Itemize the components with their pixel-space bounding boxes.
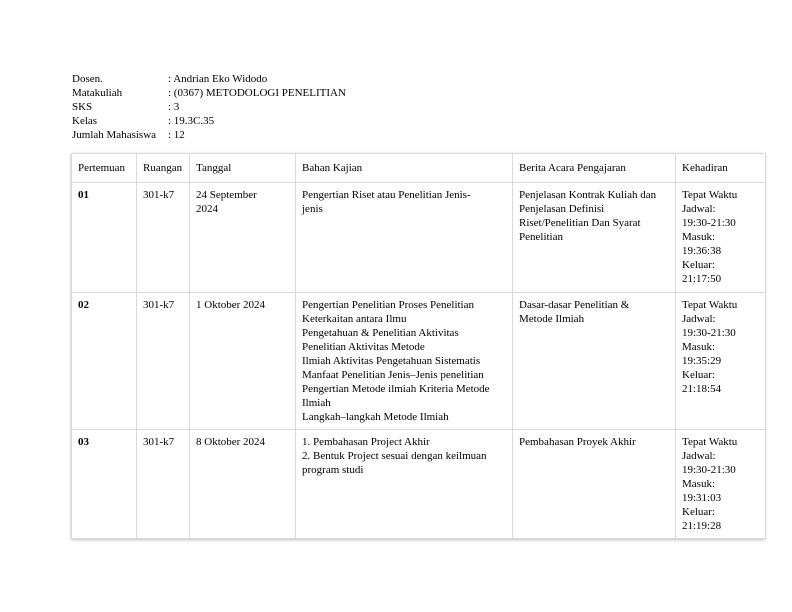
cell-berita-acara-line: Penjelasan Kontrak Kuliah dan [519,189,657,201]
cell-bahan-kajian-line: Ilmiah Aktivitas Pengetahuan Sistematis [302,355,481,367]
column-header-pertemuan: Pertemuan [72,154,137,183]
info-row-kelas [72,114,346,128]
cell-tanggal [190,183,296,293]
cell-kehadiran-line: 19:30-21:30 [682,327,736,339]
cell-kehadiran [676,183,766,293]
cell-bahan-kajian-line: Pengertian Riset atau Penelitian Jenis- [302,189,471,201]
attendance-table [71,153,766,539]
info-value: : 12 [168,129,185,141]
cell-kehadiran-line: 21:19:28 [682,520,722,532]
course-info [72,72,346,142]
cell-tanggal [190,430,296,539]
cell-kehadiran-line: Tepat Waktu [682,299,738,311]
cell-berita-acara [513,183,676,293]
cell-kehadiran [676,430,766,539]
info-label: Jumlah Mahasiswa [72,129,157,141]
cell-bahan-kajian-line: program studi [302,464,364,476]
cell-kehadiran-line: 19:36:38 [682,245,722,257]
cell-bahan-kajian-line: Keterkaitan antara Ilmu [302,313,407,325]
cell-ruangan: 301-k7 [137,430,190,539]
cell-berita-acara-line: Pembahasan Proyek Akhir [519,436,636,448]
cell-kehadiran-line: 19:35:29 [682,355,722,367]
cell-kehadiran-line: Jadwal: [682,203,716,215]
cell-pertemuan: 02 [72,293,137,430]
cell-berita-acara-line: Metode Ilmiah [519,313,585,325]
info-value: : Andrian Eko Widodo [168,73,268,85]
column-header-ruangan: Ruangan [137,154,190,183]
cell-tanggal [190,293,296,430]
cell-kehadiran-line: 19:31:03 [682,492,722,504]
table-header-row [72,154,766,183]
info-value: : 3 [168,101,180,113]
cell-kehadiran-line: 19:30-21:30 [682,217,736,229]
cell-kehadiran-line: Jadwal: [682,313,716,325]
cell-bahan-kajian-line: Pengetahuan & Penelitian Aktivitas [302,327,459,339]
cell-berita-acara [513,430,676,539]
attendance-table-container [71,153,765,539]
cell-tanggal-line: 8 Oktober 2024 [196,436,266,448]
info-row-sks [72,100,346,114]
cell-kehadiran [676,293,766,430]
cell-tanggal-line: 24 September [196,189,257,201]
cell-kehadiran-line: Masuk: [682,341,715,353]
cell-bahan-kajian-line: Langkah–langkah Metode Ilmiah [302,411,449,423]
info-row-dosen [72,72,346,86]
cell-bahan-kajian [296,430,513,539]
info-label: SKS [72,101,93,113]
cell-kehadiran-line: Masuk: [682,231,715,243]
cell-berita-acara-line: Dasar-dasar Penelitian & [519,299,630,311]
table-row [72,293,766,430]
cell-pertemuan: 03 [72,430,137,539]
cell-berita-acara-line: Penelitian [519,231,563,243]
cell-bahan-kajian-line: jenis [302,203,323,215]
cell-berita-acara [513,293,676,430]
cell-bahan-kajian [296,183,513,293]
info-label: Matakuliah [72,87,123,99]
column-header-berita-acara: Berita Acara Pengajaran [513,154,676,183]
cell-kehadiran-line: Jadwal: [682,450,716,462]
info-label: Dosen. [72,73,103,85]
info-row-matakuliah [72,86,346,100]
cell-kehadiran-line: Keluar: [682,259,715,271]
cell-kehadiran-line: 19:30-21:30 [682,464,736,476]
cell-tanggal-line: 1 Oktober 2024 [196,299,266,311]
info-label: Kelas [72,115,98,127]
table-row [72,183,766,293]
cell-kehadiran-line: 21:18:54 [682,383,722,395]
cell-kehadiran-line: Keluar: [682,369,715,381]
column-header-kehadiran: Kehadiran [676,154,766,183]
table-row [72,430,766,539]
column-header-tanggal: Tanggal [190,154,296,183]
cell-berita-acara-line: Penjelasan Definisi [519,203,605,215]
cell-bahan-kajian-line: 1. Pembahasan Project Akhir [302,436,430,448]
cell-bahan-kajian-line: Pengertian Metode ilmiah Kriteria Metode [302,383,490,395]
cell-kehadiran-line: 21:17:50 [682,273,722,285]
cell-kehadiran-line: Tepat Waktu [682,189,738,201]
cell-bahan-kajian-line: Ilmiah [302,397,331,409]
cell-bahan-kajian-line: Penelitian Aktivitas Metode [302,341,425,353]
cell-kehadiran-line: Tepat Waktu [682,436,738,448]
cell-berita-acara-line: Riset/Penelitian Dan Syarat [519,217,641,229]
cell-tanggal-line: 2024 [196,203,218,215]
cell-ruangan: 301-k7 [137,183,190,293]
cell-bahan-kajian [296,293,513,430]
cell-pertemuan: 01 [72,183,137,293]
cell-kehadiran-line: Masuk: [682,478,715,490]
column-header-bahan-kajian: Bahan Kajian [296,154,513,183]
cell-bahan-kajian-line: 2. Bentuk Project sesuai dengan keilmuan [302,450,487,462]
info-value: : (0367) METODOLOGI PENELITIAN [168,87,346,99]
info-value: : 19.3C.35 [168,115,215,127]
info-row-jumlah-mahasiswa [72,128,346,142]
cell-kehadiran-line: Keluar: [682,506,715,518]
cell-ruangan: 301-k7 [137,293,190,430]
cell-bahan-kajian-line: Pengertian Penelitian Proses Penelitian [302,299,474,311]
cell-bahan-kajian-line: Manfaat Penelitian Jenis–Jenis penelitian [302,369,484,381]
